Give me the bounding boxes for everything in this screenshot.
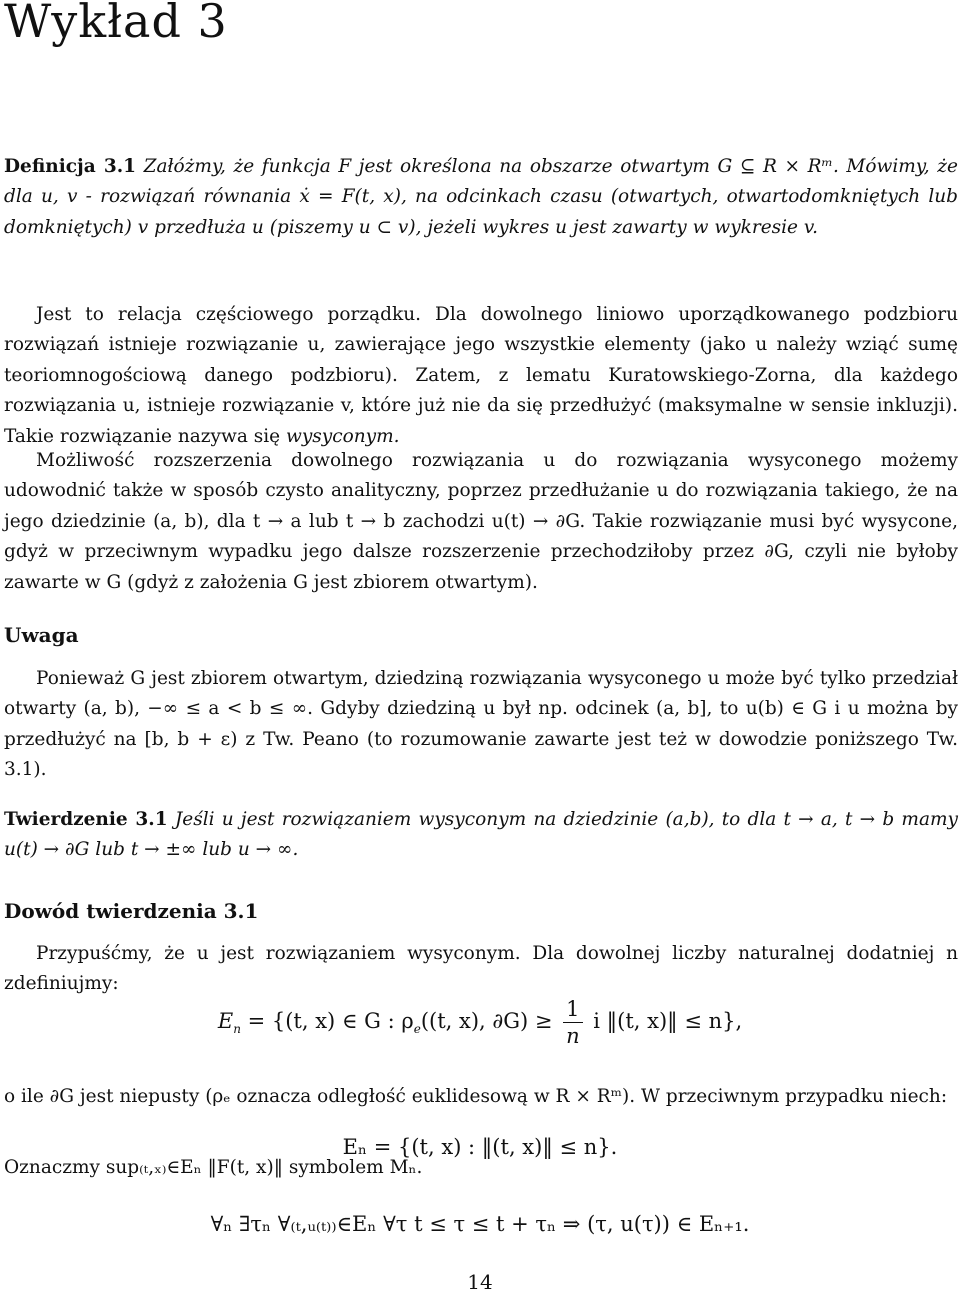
proof-heading: Dowód twierdzenia 3.1 [4, 899, 259, 923]
paragraph-text: Możliwość rozszerzenia dowolnego rozwiązania u do rozwiązania wysyconego możemy udowodnić także w sposób czysto analityczny, poprzez przedłużanie u do rozwiązania takiego, że na jego dziedzinie (a, b), dla t → a lub t → b zachodzi u(t) → ∂G. Takie rozwiązanie musi być wysycone, gdyż w przeciwnym wypadku jego dalsze rozszerzenie przechodziłoby przez ∂G, czyli nie byłoby zawarte w G (gdyż z założenia G jest zbiorem otwartym). [4, 450, 958, 593]
proof-mid-text: o ile ∂G jest niepusty (ρₑ oznacza odległość euklidesową w R × Rᵐ). W przeciwnym przypadku niech: [4, 1086, 948, 1107]
paragraph-text: Jest to relacja częściowego porządku. Dla dowolnego liniowo uporządkowanego podzbioru rozwiązań istnieje rozwiązanie u, zawierające jego wszystkie elementy (jako u należy wziąć sumę teoriomnogościową danego podzbioru). Zatem, z lematu Kuratowskiego-Zorna, dla każdego rozwiązania u, istnieje rozwiązanie v, które już nie da się przedłużyć (maksymalne w sensie inkluzji). Takie rozwiązanie nazywa się [4, 304, 958, 447]
definition-block [4, 152, 958, 243]
remark-heading: Uwaga [4, 623, 79, 647]
equation-en-def: $E_n = \{(t$, x) ∈ G : $\rho_e((t$, x), ∂G) ≥ $\frac{1}{n}$ i ‖(t, x)‖ ≤ n}, [217, 997, 743, 1048]
page-title: Wykład 3 [4, 0, 228, 48]
proof-denote-text: Oznaczmy sup₍ₜ,ₓ₎∈Eₙ ‖F(t, x)‖ symbolem Mₙ. [4, 1157, 423, 1178]
term-emphasis: wysyconym. [285, 425, 400, 447]
remark-text: Ponieważ G jest zbiorem otwartym, dziedziną rozwiązania wysyconego u może być tylko przedział otwarty (a, b), −∞ ≤ a < b ≤ ∞. Gdyby dziedziną u był np. odcinek (a, b], to u(b) ∈ G i u można by przedłużyć na [b, b + ε) z Tw. Peano (to rozumowanie zawarte jest też w dowodzie poniższego Tw. 3.1). [4, 668, 958, 781]
theorem-label: Twierdzenie 3.1 [4, 809, 168, 830]
equation-en-alt: Eₙ = {(t, x) : ‖(t, x)‖ ≤ n}. [342, 1135, 618, 1159]
paragraph-partial-order [4, 300, 958, 452]
definition-text: Załóżmy, że funkcja F jest określona na obszarze otwartym G ⊆ R × Rᵐ. Mówimy, że dla u, v - rozwiązań równania ẋ = F(t, x), na odcinkach czasu (otwartych, otwartodomkniętych lub domkniętych) v przedłuża u (piszemy u ⊂ v), jeżeli wykres u jest zawarty w wykresie v. [4, 156, 958, 238]
page-number: 14 [467, 1270, 493, 1294]
paragraph-analytic-extension [4, 446, 958, 598]
theorem-text: Jeśli u jest rozwiązaniem wysyconym na dziedzinie (a,b), to dla t → a, t → b mamy u(t) → ∂G lub t → ±∞ lub u → ∞. [4, 809, 958, 861]
equation-quantifiers: ∀ₙ ∃τₙ ∀₍ₜ,ᵤ₍ₜ₎₎∈Eₙ ∀τ t ≤ τ ≤ t + τₙ ⇒ (τ, u(τ)) ∈ Eₙ₊₁. [210, 1212, 750, 1236]
definition-label: Definicja 3.1 [4, 156, 137, 177]
proof-intro: Przypuśćmy, że u jest rozwiązaniem wysyconym. Dla dowolnej liczby naturalnej dodatniej n zdefiniujmy: [4, 943, 958, 995]
theorem-block [4, 805, 958, 866]
fraction-one-over-n: $\frac{1}{n}$ [563, 996, 582, 1049]
